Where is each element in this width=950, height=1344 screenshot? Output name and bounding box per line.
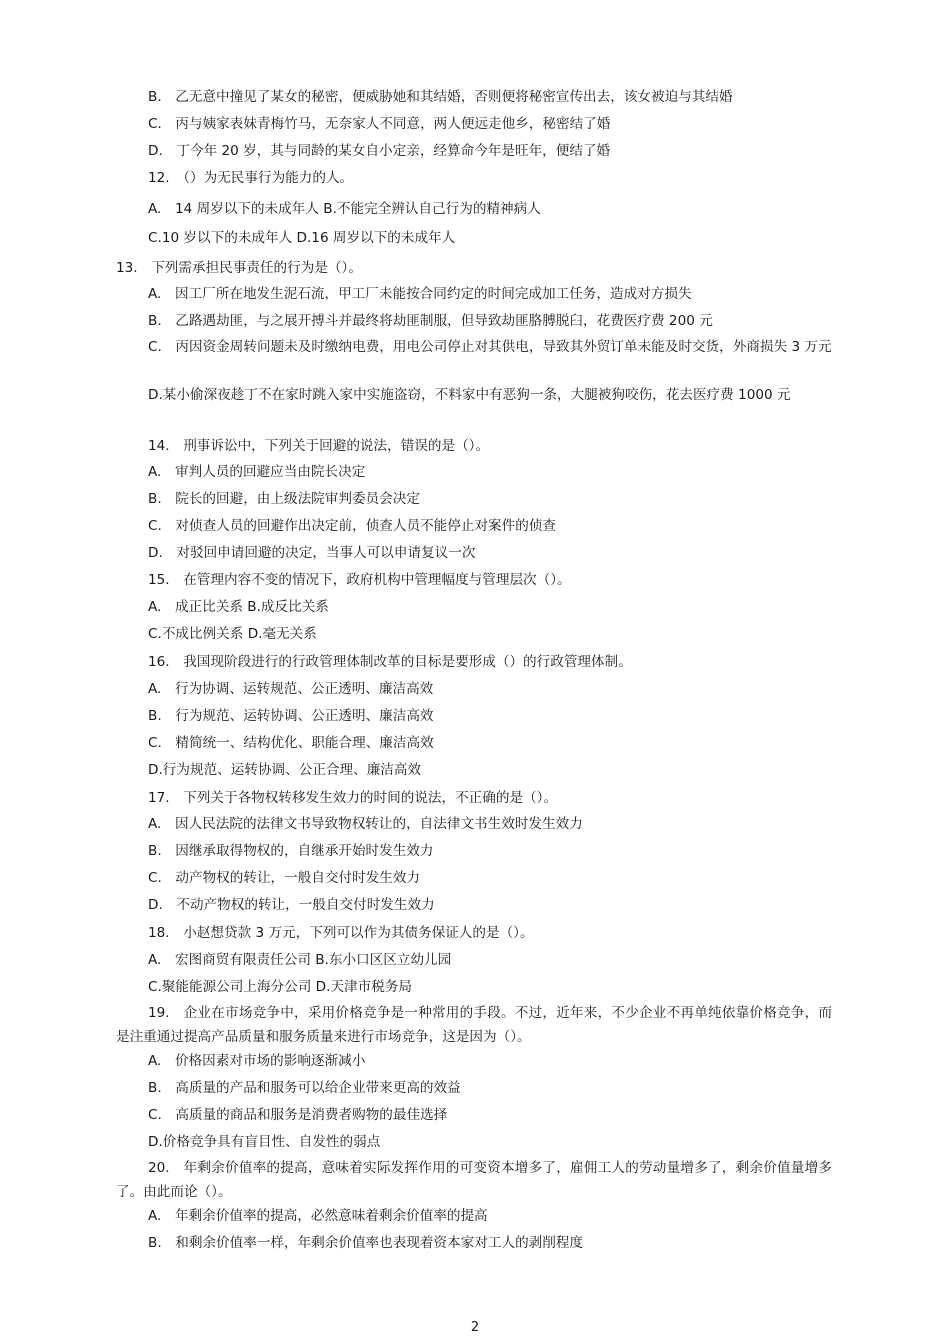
option-line: A. 因工厂所在地发生泥石流，甲工厂未能按合同约定的时间完成加工任务，造成对方损失 <box>148 286 692 302</box>
option-line: D.价格竞争具有盲目性、自发性的弱点 <box>148 1134 381 1150</box>
option-line: C. 精简统一、结构优化、职能合理、廉洁高效 <box>148 735 434 751</box>
option-line: A. 14 周岁以下的未成年人 B.不能完全辨认自己行为的精神病人 <box>148 201 541 217</box>
option-paragraph: C. 丙因资金周转问题未及时缴纳电费，用电公司停止对其供电，导致其外贸订单未能及时交货，外商损失 3 万元 <box>148 339 832 355</box>
option-line: A. 审判人员的回避应当由院长决定 <box>148 464 366 480</box>
option-line: D. 对驳回申请回避的决定，当事人可以申请复议一次 <box>148 545 476 561</box>
question-paragraph: 20. 年剩余价值率的提高，意味着实际发挥作用的可变资本增多了，雇佣工人的劳动量增多了，剩余价值量增多了。由此而论（）。 <box>116 1160 832 1200</box>
option-line: B. 高质量的产品和服务可以给企业带来更高的效益 <box>148 1080 461 1096</box>
option-line: D. 不动产物权的转让，一般自交付时发生效力 <box>148 897 435 913</box>
option-line: B. 院长的回避，由上级法院审判委员会决定 <box>148 491 420 507</box>
option-line: A. 价格因素对市场的影响逐渐减小 <box>148 1053 366 1069</box>
option-line: C.聚能能源公司上海分公司 D.天津市税务局 <box>148 979 413 995</box>
option-line: B. 乙无意中撞见了某女的秘密，便威胁她和其结婚，否则便将秘密宣传出去，该女被迫与其结婚 <box>148 89 733 105</box>
question-line: 13. 下列需承担民事责任的行为是（）。 <box>116 260 362 276</box>
option-line: A. 成正比关系 B.成反比关系 <box>148 599 329 615</box>
option-line: D. 丁今年 20 岁，其与同龄的某女自小定亲，经算命今年是旺年，便结了婚 <box>148 143 611 159</box>
option-line: C. 高质量的商品和服务是消费者购物的最佳选择 <box>148 1107 448 1123</box>
option-line: A. 宏图商贸有限责任公司 B.东小口区区立幼儿园 <box>148 952 452 968</box>
option-line: C.10 岁以下的未成年人 D.16 周岁以下的未成年人 <box>148 230 456 246</box>
question-line: 17. 下列关于各物权转移发生效力的时间的说法，不正确的是（）。 <box>148 790 558 806</box>
option-line: B. 行为规范、运转协调、公正透明、廉洁高效 <box>148 708 434 724</box>
question-line: 12. （）为无民事行为能力的人。 <box>148 170 354 186</box>
page-number: 2 <box>470 1320 480 1335</box>
question-line: 14. 刑事诉讼中，下列关于回避的说法，错误的是（）。 <box>148 438 490 454</box>
question-paragraph: 19. 企业在市场竞争中，采用价格竞争是一种常用的手段。不过，近年来，不少企业不再单纯依靠价格竞争，而是注重通过提高产品质量和服务质量来进行市场竞争，这是因为（）。 <box>116 1005 832 1045</box>
option-line: A. 因人民法院的法律文书导致物权转让的，自法律文书生效时发生效力 <box>148 816 583 832</box>
option-line: C. 动产物权的转让，一般自交付时发生效力 <box>148 870 421 886</box>
option-line: C. 丙与姨家表妹青梅竹马，无奈家人不同意，两人便远走他乡，秘密结了婚 <box>148 116 611 132</box>
question-line: 18. 小赵想贷款 3 万元，下列可以作为其债务保证人的是（）。 <box>148 925 534 941</box>
question-line: 16. 我国现阶段进行的行政管理体制改革的目标是要形成（）的行政管理体制。 <box>148 654 632 670</box>
question-line: 15. 在管理内容不变的情况下，政府机构中管理幅度与管理层次（）。 <box>148 572 571 588</box>
option-line: A. 行为协调、运转规范、公正透明、廉洁高效 <box>148 681 434 697</box>
option-line: B. 乙路遇劫匪，与之展开搏斗并最终将劫匪制服，但导致劫匪胳膊脱臼，花费医疗费 200 元 <box>148 313 713 329</box>
option-line: C. 对侦查人员的回避作出决定前，侦查人员不能停止对案件的侦查 <box>148 518 557 534</box>
option-line: C.不成比例关系 D.毫无关系 <box>148 626 317 642</box>
option-line: B. 和剩余价值率一样，年剩余价值率也表现着资本家对工人的剥削程度 <box>148 1235 584 1251</box>
option-line: D.行为规范、运转协调、公正合理、廉洁高效 <box>148 762 422 778</box>
option-line: A. 年剩余价值率的提高，必然意味着剩余价值率的提高 <box>148 1208 488 1224</box>
option-line: B. 因继承取得物权的，自继承开始时发生效力 <box>148 843 434 859</box>
option-paragraph: D.某小偷深夜趁丁不在家时跳入家中实施盗窃，不料家中有恶狗一条，大腿被狗咬伤，花去医疗费 1000 元 <box>148 387 791 403</box>
